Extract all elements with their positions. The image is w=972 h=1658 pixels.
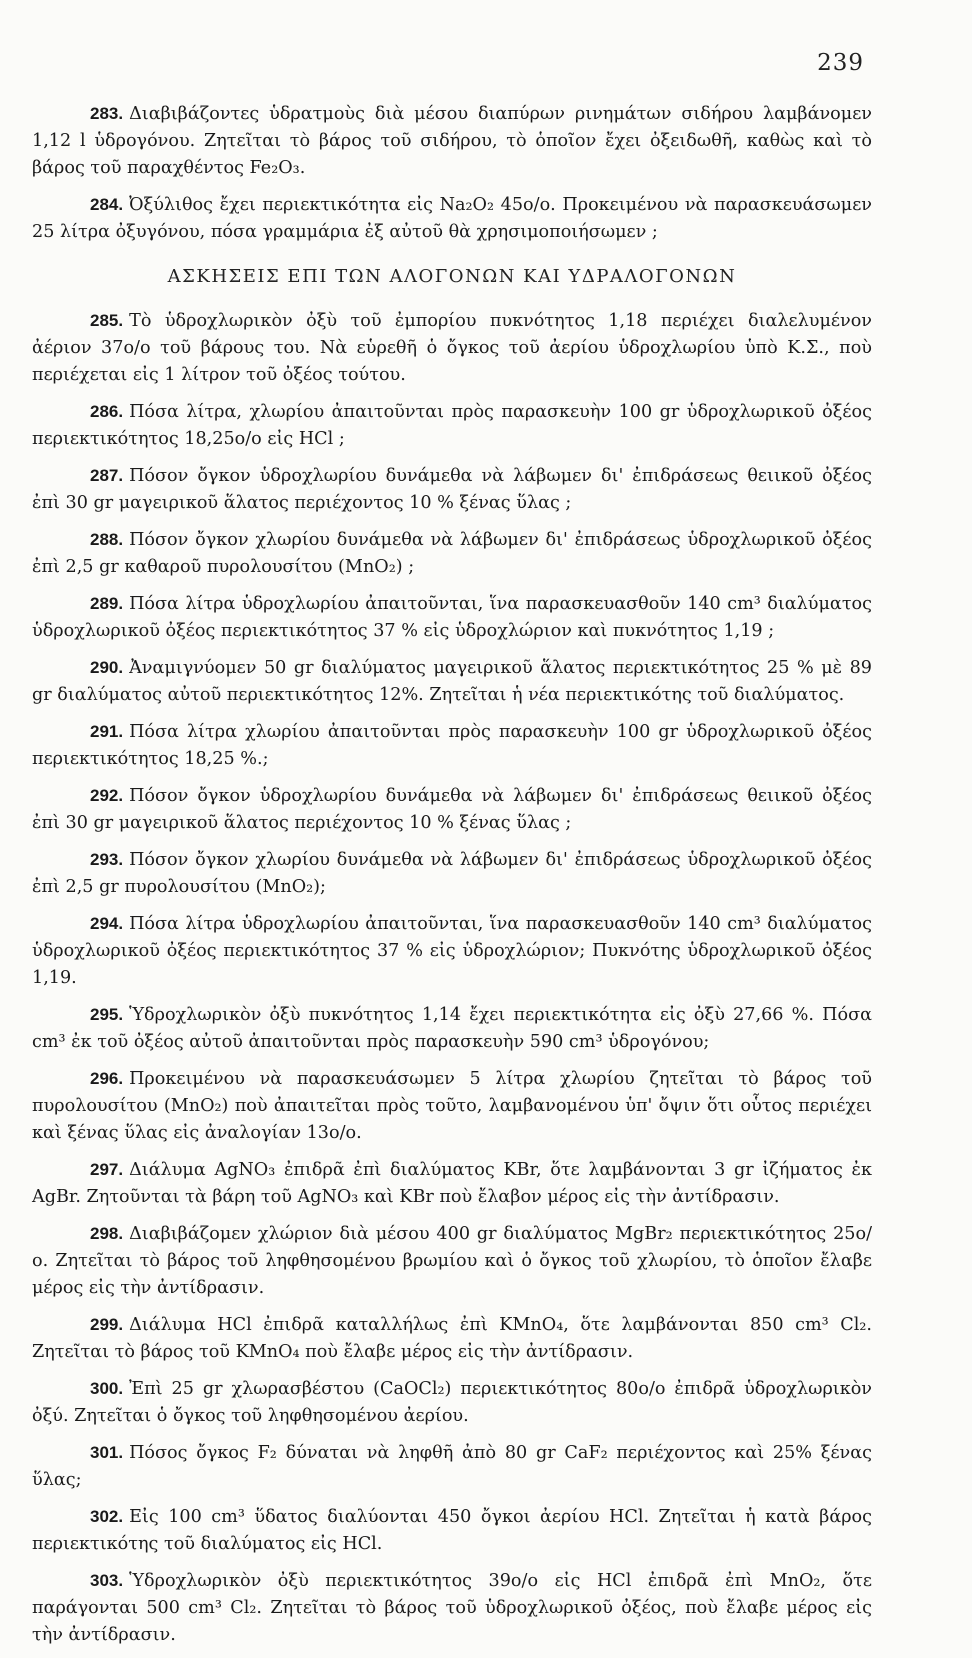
problem-text: Διαβιβάζοντες ὑδρατμοὺς διὰ μέσου διαπύρων ρινημάτων σιδήρου λαμβάνομεν 1,12 l ὑδρογόνου. Ζητεῖται τὸ βάρος τοῦ σιδήρου, τὸ ὁποῖον ἔχει ὀξειδωθῆ, καθὼς καὶ τὸ βάρος τοῦ παραχθέντος Fe₂O₃. <box>32 104 872 178</box>
problem-number: 295. <box>90 1005 124 1024</box>
problem-text: Ἀναμιγνύομεν 50 gr διαλύματος μαγειρικοῦ ἅλατος περιεκτικότητος 25 % μὲ 89 gr διαλύματος αὐτοῦ περιεκτικότητος 12%. Ζητεῖται ἡ νέα περιεκτικότης τοῦ διαλύματος. <box>32 658 872 705</box>
problem <box>32 910 872 992</box>
problem <box>32 1311 872 1366</box>
problem <box>32 100 872 182</box>
problem-number: 298. <box>90 1224 124 1243</box>
problem <box>32 1567 872 1649</box>
problem-text: Διάλυμα HCl ἐπιδρᾶ καταλλήλως ἐπὶ KMnO₄, ὅτε λαμβάνονται 850 cm³ Cl₂. Ζητεῖται τὸ βάρος τοῦ KMnO₄ ποὺ ἔλαβε μέρος εἰς τὴν ἀντίδρασιν. <box>32 1315 872 1362</box>
problem-number: 288. <box>90 530 124 549</box>
problem-text: Πόσον ὄγκον χλωρίου δυνάμεθα νὰ λάβωμεν δι' ἐπιδράσεως ὑδροχλωρικοῦ ὀξέος ἐπὶ 2,5 gr πυρολουσίτου (MnO₂); <box>32 850 872 897</box>
problem <box>32 1156 872 1211</box>
problem-text: Πόσα λίτρα, χλωρίου ἀπαιτοῦνται πρὸς παρασκευὴν 100 gr ὑδροχλωρικοῦ ὀξέος περιεκτικότητος 18,25ο/ο εἰς HCl ; <box>32 402 872 449</box>
problem-text: Ὀξύλιθος ἔχει περιεκτικότητα εἰς Na₂O₂ 45ο/ο. Προκειμένου νὰ παρασκευάσωμεν 25 λίτρα ὀξυγόνου, πόσα γραμμάρια ἐξ αὐτοῦ θὰ χρησιμοποιήσωμεν ; <box>32 195 872 242</box>
problem-number: 297. <box>90 1160 124 1179</box>
problem-text: Διαβιβάζομεν χλώριον διὰ μέσου 400 gr διαλύματος MgBr₂ περιεκτικότητος 25ο/ο. Ζητεῖται τὸ βάρος τοῦ ληφθησομένου βρωμίου καὶ ὁ ὄγκος τοῦ χλωρίου, τὸ ὁποῖον ἔλαβε μέρος εἰς τὴν ἀντίδρασιν. <box>32 1224 872 1298</box>
problem-text: Πόσον ὄγκον χλωρίου δυνάμεθα νὰ λάβωμεν δι' ἐπιδράσεως ὑδροχλωρικοῦ ὀξέος ἐπὶ 2,5 gr καθαροῦ πυρολουσίτου (MnO₂) ; <box>32 530 872 577</box>
problem-text: Ὑδροχλωρικὸν ὀξὺ περιεκτικότητος 39ο/ο εἰς HCl ἐπιδρᾶ ἐπὶ MnO₂, ὅτε παράγονται 500 cm³ Cl₂. Ζητεῖται τὸ βάρος τοῦ ὑδροχλωρικοῦ ὀξέος, ποὺ ἔλαβε μέρος εἰς τὴν ἀντίδρασιν. <box>32 1571 872 1645</box>
problem <box>32 782 872 837</box>
problem-number: 303. <box>90 1571 124 1590</box>
problem-text: Ἐπὶ 25 gr χλωρασβέστου (CaOCl₂) περιεκτικότητος 80ο/ο ἐπιδρᾶ ὑδροχλωρικὸν ὀξύ. Ζητεῖται ὁ ὄγκος τοῦ ληφθησομένου ἀερίου. <box>32 1379 872 1426</box>
problem <box>32 1220 872 1302</box>
problem <box>32 1065 872 1147</box>
problem-number: 283. <box>90 104 124 123</box>
problem-text: Πόσον ὄγκον ὑδροχλωρίου δυνάμεθα νὰ λάβωμεν δι' ἐπιδράσεως θειικοῦ ὀξέος ἐπὶ 30 gr μαγειρικοῦ ἅλατος περιέχοντος 10 % ξένας ὕλας ; <box>32 786 872 833</box>
problem-number: 284. <box>90 195 124 214</box>
problem <box>32 1439 872 1494</box>
problem <box>32 1503 872 1558</box>
problem <box>32 462 872 517</box>
problem-number: 290. <box>90 658 124 677</box>
problem-text: Πόσα λίτρα ὑδροχλωρίου ἀπαιτοῦνται, ἵνα παρασκευασθοῦν 140 cm³ διαλύματος ὑδροχλωρικοῦ ὀξέος περιεκτικότητος 37 % εἰς ὑδροχλώριον; Πυκνότης ὑδροχλωρικοῦ ὀξέος 1,19. <box>32 914 872 988</box>
problem-text: Διάλυμα AgNO₃ ἐπιδρᾶ ἐπὶ διαλύματος KBr, ὅτε λαμβάνονται 3 gr ἰζήματος ἐκ AgBr. Ζητοῦνται τὰ βάρη τοῦ AgNO₃ καὶ KBr ποὺ ἔλαβον μέρος εἰς τὴν ἀντίδρασιν. <box>32 1160 872 1207</box>
problem-text: Πόσα λίτρα χλωρίου ἀπαιτοῦνται πρὸς παρασκευὴν 100 gr ὑδροχλωρικοῦ ὀξέος περιεκτικότητος 18,25 %.; <box>32 722 872 769</box>
page-content <box>32 100 872 1658</box>
problem <box>32 398 872 453</box>
problem-text: Προκειμένου νὰ παρασκευάσωμεν 5 λίτρα χλωρίου ζητεῖται τὸ βάρος τοῦ πυρολουσίτου (MnO₂) ποὺ ἀπαιτεῖται πρὸς τοῦτο, λαμβανομένου ὑπ' ὄψιν ὅτι οὗτος περιέχει καὶ ξένας ὕλας εἰς ἀναλογίαν 13ο/ο. <box>32 1069 872 1143</box>
problem-list-after <box>32 307 872 1649</box>
problem <box>32 1375 872 1430</box>
problem-number: 285. <box>90 311 124 330</box>
page-number: 239 <box>817 50 864 76</box>
problem-number: 286. <box>90 402 124 421</box>
problem <box>32 654 872 709</box>
problem-number: 294. <box>90 914 124 933</box>
problem-number: 291. <box>90 722 124 741</box>
problem <box>32 590 872 645</box>
section-heading: ΑΣΚΗΣΕΙΣ ΕΠΙ ΤΩΝ ΑΛΟΓΟΝΩΝ ΚΑΙ ΥΔΡΑΛΟΓΟΝΩΝ <box>167 266 737 287</box>
problem-text: Εἰς 100 cm³ ὕδατος διαλύονται 450 ὄγκοι ἀερίου HCl. Ζητεῖται ἡ κατὰ βάρος περιεκτικότης τοῦ διαλύματος εἰς HCl. <box>32 1507 872 1554</box>
problem-number: 300. <box>90 1379 124 1398</box>
problem-number: 289. <box>90 594 124 613</box>
problem-text: Ὑδροχλωρικὸν ὀξὺ πυκνότητος 1,14 ἔχει περιεκτικότητα εἰς ὀξὺ 27,66 %. Πόσα cm³ ἐκ τοῦ ὀξέος αὐτοῦ ἀπαιτοῦνται πρὸς παρασκευὴν 590 cm³ ὑδρογόνου; <box>32 1005 872 1052</box>
problem <box>32 846 872 901</box>
problem <box>32 1001 872 1056</box>
problem-number: 287. <box>90 466 124 485</box>
problem-number: 302. <box>90 1507 124 1526</box>
problem-number: 296. <box>90 1069 124 1088</box>
problem <box>32 718 872 773</box>
problem <box>32 191 872 246</box>
problem <box>32 526 872 581</box>
problem-number: 292. <box>90 786 124 805</box>
problem-text: Πόσος ὄγκος F₂ δύναται νὰ ληφθῆ ἀπὸ 80 gr CaF₂ περιέχοντος καὶ 25% ξένας ὕλας; <box>32 1443 872 1490</box>
problem <box>32 307 872 389</box>
problem-text: Πόσα λίτρα ὑδροχλωρίου ἀπαιτοῦνται, ἵνα παρασκευασθοῦν 140 cm³ διαλύματος ὑδροχλωρικοῦ ὀξέος περιεκτικότητος 37 % εἰς ὑδροχλώριον καὶ πυκνότητος 1,19 ; <box>32 594 872 641</box>
problem-text: Πόσον ὄγκον ὑδροχλωρίου δυνάμεθα νὰ λάβωμεν δι' ἐπιδράσεως θειικοῦ ὀξέος ἐπὶ 30 gr μαγειρικοῦ ἅλατος περιέχοντος 10 % ξένας ὕλας ; <box>32 466 872 513</box>
problem-number: 301. <box>90 1443 124 1462</box>
problem-number: 299. <box>90 1315 124 1334</box>
problem-number: 293. <box>90 850 124 869</box>
problem-text: Τὸ ὑδροχλωρικὸν ὀξὺ τοῦ ἐμπορίου πυκνότητος 1,18 περιέχει διαλελυμένον ἀέριον 37ο/ο τοῦ βάρους του. Νὰ εὑρεθῆ ὁ ὄγκος τοῦ ἀερίου ὑδροχλωρίου ὑπὸ Κ.Σ., ποὺ περιέχεται εἰς 1 λίτρον τοῦ ὀξέος τούτου. <box>32 311 872 385</box>
problem-list-before <box>32 100 872 246</box>
